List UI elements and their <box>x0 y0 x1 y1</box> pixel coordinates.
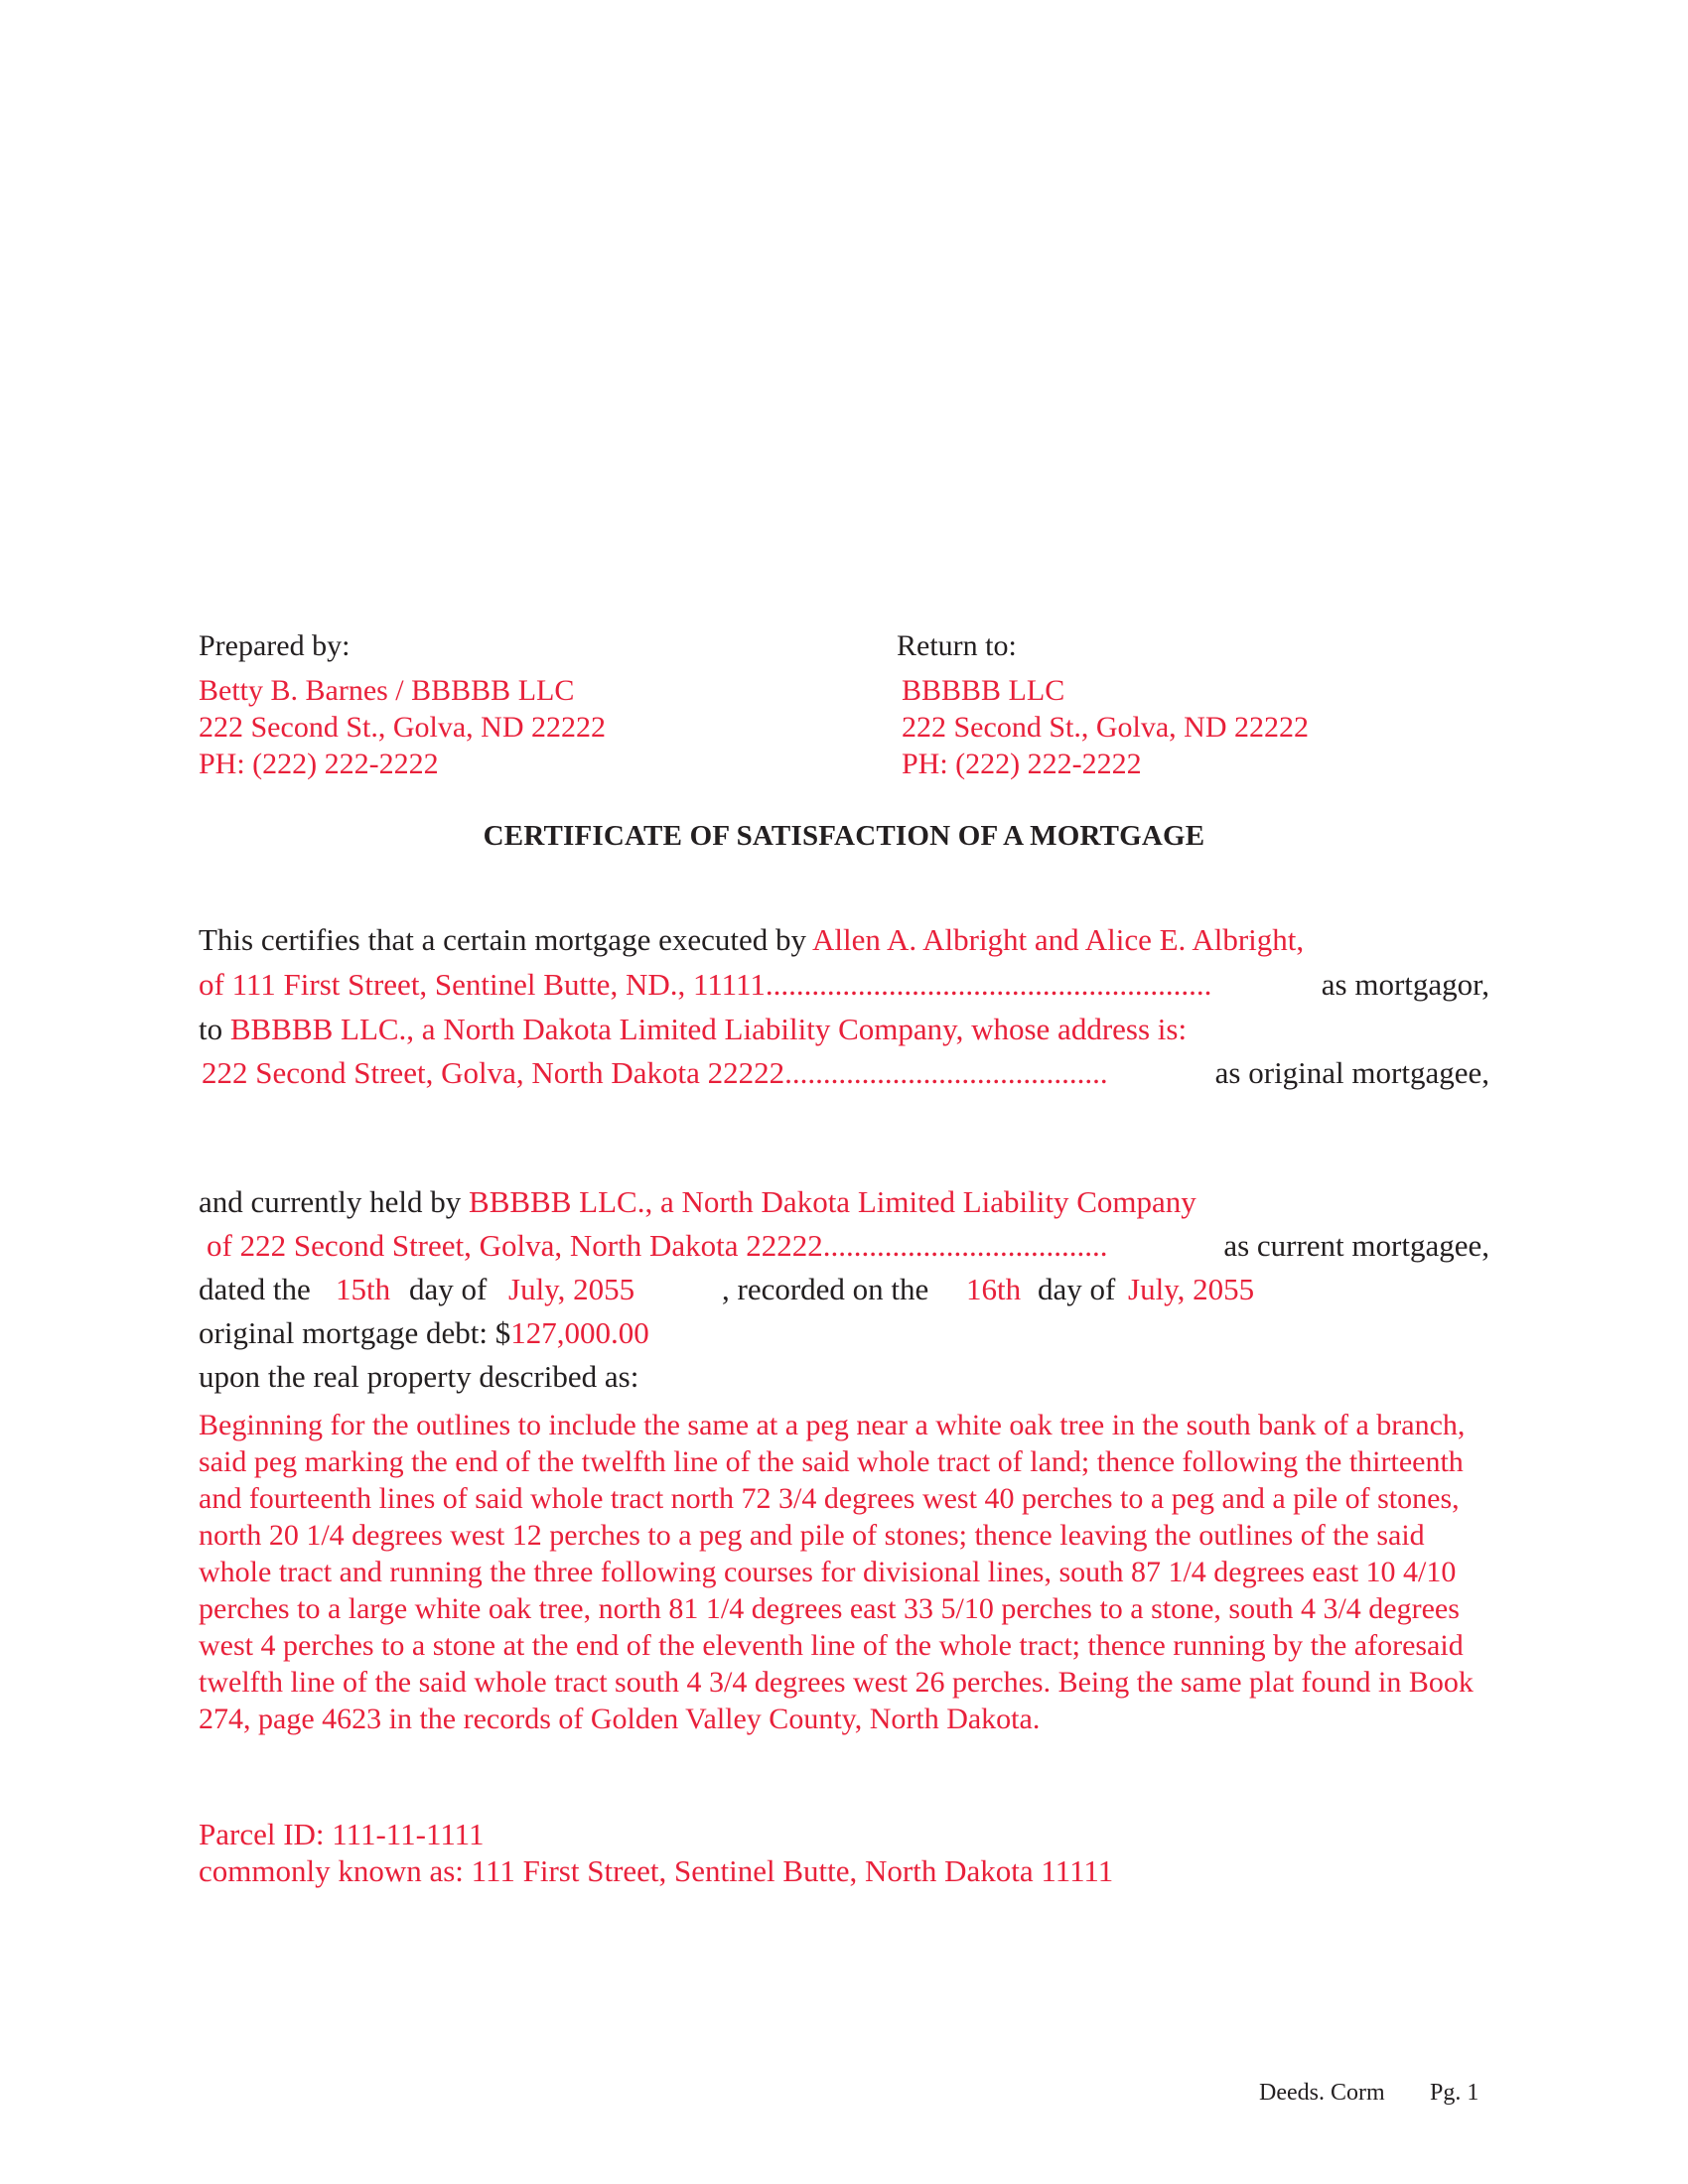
parcel-id: Parcel ID: 111-11-1111 <box>199 1817 485 1851</box>
property-intro: upon the real property described as: <box>199 1359 639 1394</box>
return-to-label: Return to: <box>897 629 1017 662</box>
original-mortgagee-role: as original mortgagee, <box>1214 1055 1489 1090</box>
document-title: CERTIFICATE OF SATISFACTION OF A MORTGAGE <box>483 820 1205 852</box>
preparer-phone: PH: (222) 222-2222 <box>199 748 439 780</box>
current-mortgagee-address: of 222 Second Street, Golva, North Dakota 22222 <box>207 1228 823 1263</box>
recorded-month-year: July, 2055 <box>1128 1272 1255 1306</box>
recorded-day: 16th <box>966 1272 1022 1306</box>
mortgagor-role: as mortgagor, <box>1321 967 1489 1002</box>
current-mortgagee-name: BBBBB LLC., a North Dakota Limited Liability Company <box>469 1184 1196 1219</box>
preparer-address: 222 Second St., Golva, ND 22222 <box>199 711 606 744</box>
footer-page-number: Pg. 1 <box>1430 2080 1479 2106</box>
dated-day: 15th <box>336 1272 391 1306</box>
debt-label: original mortgage debt: $ <box>199 1315 511 1350</box>
return-to-name: BBBBB LLC <box>902 674 1065 707</box>
day-of-label-2: day of <box>1038 1272 1116 1306</box>
original-mortgagee-name: BBBBB LLC., a North Dakota Limited Liability Company, whose address is: <box>229 1012 1188 1046</box>
current-mortgagee-role: as current mortgagee, <box>1223 1228 1489 1263</box>
day-of-label-1: day of <box>409 1272 488 1306</box>
mortgagor-intro: This certifies that a certain mortgage executed by <box>199 922 806 957</box>
return-to-phone: PH: (222) 222-2222 <box>902 748 1142 780</box>
original-mortgagee-line <box>199 1012 1187 1047</box>
footer-source: Deeds. Corm <box>1259 2080 1385 2106</box>
mortgagor-names: Allen A. Albright and Alice E. Albright, <box>812 922 1305 957</box>
dated-month-year: July, 2055 <box>508 1272 635 1306</box>
dated-the-label: dated the <box>199 1272 311 1306</box>
legal-description: Beginning for the outlines to include the same at a peg near a white oak tree in the south bank of a branch, said peg marking the end of the twelfth line of the said whole tract of land; thence following the thirteenth and fourteenth lines of said whole tract north 72 3/4 degrees west 40 perches to a peg and a pile of stones, north 20 1/4 degrees west 12 perches to a peg and pile of stones; thence leaving the outlines of the said whole tract and running the three following courses for divisional lines, south 87 1/4 degrees east 10 4/10 perches to a large white oak tree, north 81 1/4 degrees east 33 5/10 perches to a stone, south 4 3/4 degrees west 4 perches to a stone at the end of the eleventh line of the whole tract; thence running by the aforesaid twelfth line of the said whole tract south 4 3/4 degrees west 26 perches. Being the same plat found in Book 274, page 4623 in the records of Golden Valley County, North Dakota. <box>199 1409 1474 1735</box>
mortgagor-line <box>199 922 1304 958</box>
mortgagor-leader: .......................................................... <box>765 967 1212 1002</box>
preparer-name: Betty B. Barnes / BBBBB LLC <box>199 674 575 707</box>
original-mortgagee-leader: .......................................... <box>784 1055 1108 1090</box>
debt-line <box>199 1315 649 1351</box>
mortgagor-address-line <box>199 967 1211 1003</box>
current-mortgagee-leader: ..................................... <box>822 1228 1108 1263</box>
current-mortgagee-intro: and currently held by <box>199 1184 462 1219</box>
commonly-known-as: commonly known as: 111 First Street, Sentinel Butte, North Dakota 11111 <box>199 1853 1114 1888</box>
original-mortgagee-address: 222 Second Street, Golva, North Dakota 22222 <box>202 1055 785 1090</box>
current-mortgagee-address-line <box>207 1228 1108 1264</box>
mortgagor-address: of 111 First Street, Sentinel Butte, ND., 11111 <box>199 967 766 1002</box>
original-mortgagee-address-line <box>202 1055 1108 1091</box>
return-to-address: 222 Second St., Golva, ND 22222 <box>902 711 1309 744</box>
original-mortgagee-to: to <box>199 1012 223 1046</box>
current-mortgagee-line <box>199 1184 1196 1220</box>
prepared-by-label: Prepared by: <box>199 629 351 662</box>
debt-amount: 127,000.00 <box>510 1315 649 1350</box>
recorded-on-label: , recorded on the <box>722 1272 929 1306</box>
